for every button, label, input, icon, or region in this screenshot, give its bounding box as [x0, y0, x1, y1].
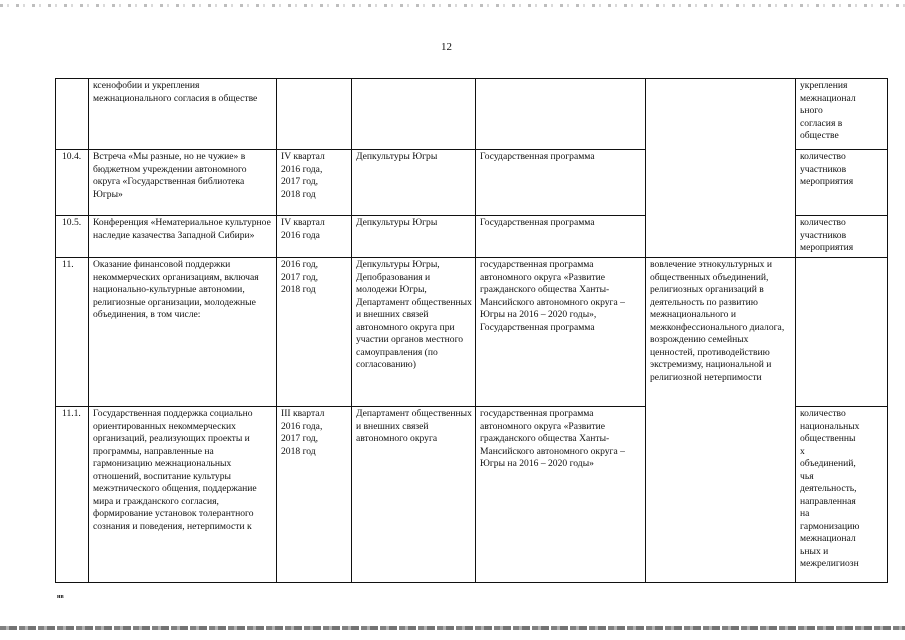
measures-table — [55, 78, 888, 583]
row-number: 10.4. — [56, 150, 89, 216]
row-number: 10.5. — [56, 216, 89, 258]
indicator-cell: количество национальных общественны х объединений, чья деятельность, направленная на гармонизацию межнационал ьных и межрелигиозн — [796, 407, 888, 583]
scan-edge-top — [0, 4, 905, 7]
indicator-cell — [796, 258, 888, 407]
measure-name: Оказание финансовой поддержки некоммерческих организациям, включая национально-культурные автономии, религиозные организации, молодежные объединения, в том числе: — [89, 258, 277, 407]
period-cell — [277, 79, 352, 150]
measure-name: ксенофобии и укрепления межнационального согласия в обществе — [89, 79, 277, 150]
expected-result-cell-blank — [646, 79, 796, 258]
footer-mark: нв — [57, 594, 64, 600]
row-number: 11.1. — [56, 407, 89, 583]
funding-source-cell: государственная программа автономного округа «Развитие гражданского общества Ханты-Мансийского автономного округа – Югры на 2016 – 2020 годы» — [476, 407, 646, 583]
period-cell: IV квартал 2016 года — [277, 216, 352, 258]
period-cell: 2016 год, 2017 год, 2018 год — [277, 258, 352, 407]
row-number — [56, 79, 89, 150]
funding-source-cell: Государственная программа — [476, 216, 646, 258]
row-number: 11. — [56, 258, 89, 407]
expected-result-cell: вовлечение этнокультурных и общественных объединений, религиозных организаций в деятельность по развитию межнационального и межконфессионального диалога, возрождению семейных ценностей, противодействию экстремизму, национальной и религиозной нетерпимости — [646, 258, 796, 583]
executor-cell: Депкультуры Югры, Депобразования и молодежи Югры, Департамент общественных и внешних связей автономного округа при участии органов местного самоуправления (по согласованию) — [352, 258, 476, 407]
table-row-continuation — [56, 79, 888, 150]
scan-edge-bottom — [0, 626, 905, 630]
indicator-cell: укрепления межнационал ьного согласия в обществе — [796, 79, 888, 150]
indicator-cell: количество участников мероприятия — [796, 216, 888, 258]
executor-cell — [352, 79, 476, 150]
executor-cell: Департамент общественных и внешних связей автономного округа — [352, 407, 476, 583]
executor-cell: Депкультуры Югры — [352, 150, 476, 216]
measure-name: Встреча «Мы разные, но не чужие» в бюджетном учреждении автономного округа «Государственная библиотека Югры» — [89, 150, 277, 216]
measure-name: Государственная поддержка социально ориентированных некоммерческих организаций, реализующих проекты и программы, направленные на гармонизацию межнациональных отношений, воспитание культуры межэтнического общения, поддержание мира и гражданского согласия, формирование установок толерантного сознания и поведения, нетерпимости к — [89, 407, 277, 583]
period-cell: III квартал 2016 года, 2017 год, 2018 год — [277, 407, 352, 583]
executor-cell: Депкультуры Югры — [352, 216, 476, 258]
indicator-cell: количество участников мероприятия — [796, 150, 888, 216]
page-number: 12 — [441, 41, 452, 53]
funding-source-cell — [476, 79, 646, 150]
table-row-11 — [56, 258, 888, 407]
funding-source-cell: государственная программа автономного округа «Развитие гражданского общества Ханты-Мансийского автономного округа – Югры на 2016 – 2020 годы», Государственная программа — [476, 258, 646, 407]
period-cell: IV квартал 2016 года, 2017 год, 2018 год — [277, 150, 352, 216]
measure-name: Конференция «Нематериальное культурное наследие казачества Западной Сибири» — [89, 216, 277, 258]
funding-source-cell: Государственная программа — [476, 150, 646, 216]
